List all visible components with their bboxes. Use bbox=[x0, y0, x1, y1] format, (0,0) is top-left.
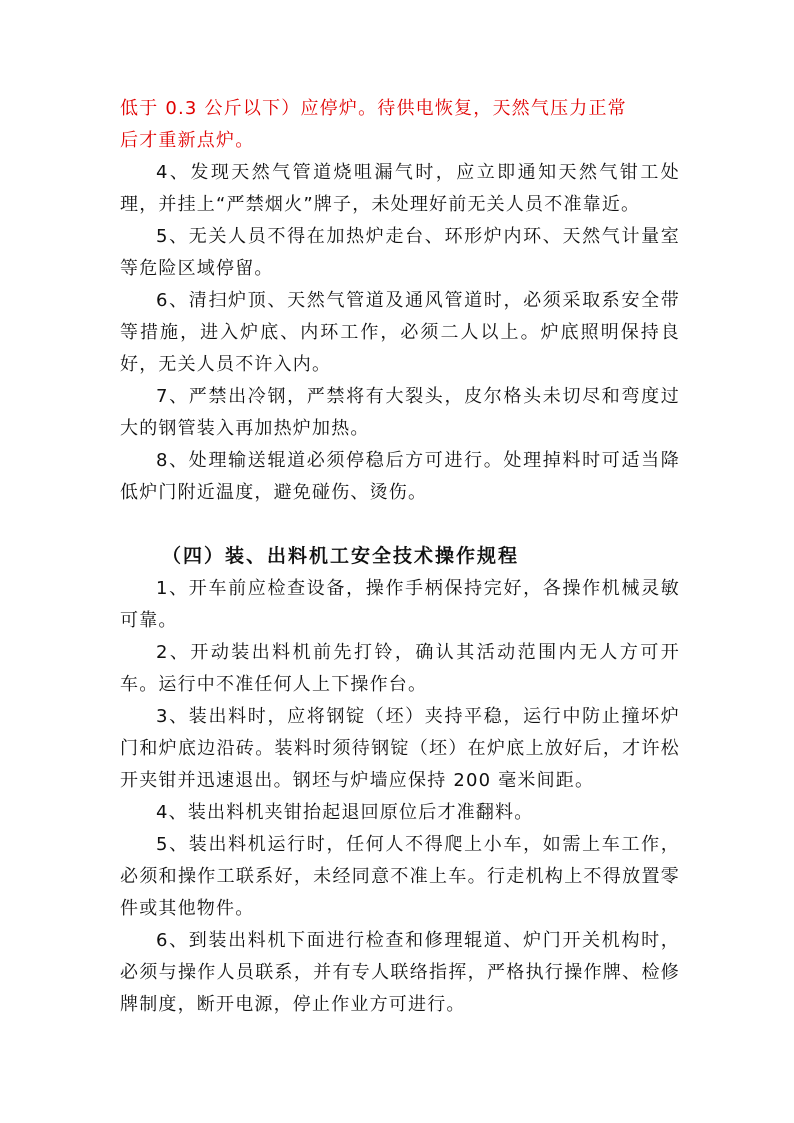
paragraph-item-4: 4、发现天然气管道烧咀漏气时，应立即通知天然气钳工处理，并挂上“严禁烟火”牌子，未处理好前无关人员不准靠近。 bbox=[120, 162, 680, 215]
section-paragraph-4: 4、装出料机夹钳抬起退回原位后才准翻料。 bbox=[156, 802, 534, 823]
document-body bbox=[120, 93, 680, 1021]
section-paragraph-3: 3、装出料时，应将钢锭（坯）夹持平稳，运行中防止撞坏炉门和炉底边沿砖。装料时须待钢锭（坯）在炉底上放好后，才许松开夹钳并迅速退出。钢坯与炉墙应保持 200 毫米间距。 bbox=[120, 706, 680, 791]
paragraph-item-7: 7、严禁出冷钢，严禁将有大裂头，皮尔格头未切尽和弯度过大的钢管装入再加热炉加热。 bbox=[120, 386, 680, 439]
section-paragraph-6: 6、到装出料机下面进行检查和修理辊道、炉门开关机构时，必须与操作人员联系，并有专人联络指挥，严格执行操作牌、检修牌制度，断开电源，停止作业方可进行。 bbox=[120, 930, 680, 1015]
section-paragraph-2: 2、开动装出料机前先打铃，确认其活动范围内无人方可开车。运行中不准任何人上下操作台。 bbox=[120, 642, 680, 695]
section-paragraph-5: 5、装出料机运行时，任何人不得爬上小车，如需上车工作，必须和操作工联系好，未经同意不准上车。行走机构上不得放置零件或其他物件。 bbox=[120, 834, 680, 919]
paragraph-item-5: 5、无关人员不得在加热炉走台、环形炉内环、天然气计量室等危险区域停留。 bbox=[120, 226, 680, 279]
paragraph-item-6: 6、清扫炉顶、天然气管道及通风管道时，必须采取系安全带等措施，进入炉底、内环工作，必须二人以上。炉底照明保持良好，无关人员不许入内。 bbox=[120, 290, 680, 375]
intro-line-2: 后才重新点炉。 bbox=[120, 130, 255, 151]
section-heading: （四）装、出料机工安全技术操作规程 bbox=[162, 545, 520, 567]
section-paragraph-1: 1、开车前应检查设备，操作手柄保持完好，各操作机械灵敏可靠。 bbox=[120, 578, 680, 631]
paragraph-item-8: 8、处理输送辊道必须停稳后方可进行。处理掉料时可适当降低炉门附近温度，避免碰伤、烫伤。 bbox=[120, 450, 680, 503]
intro-line-1: 低于 0.3 公斤以下）应停炉。待供电恢复，天然气压力正常 bbox=[120, 98, 627, 119]
